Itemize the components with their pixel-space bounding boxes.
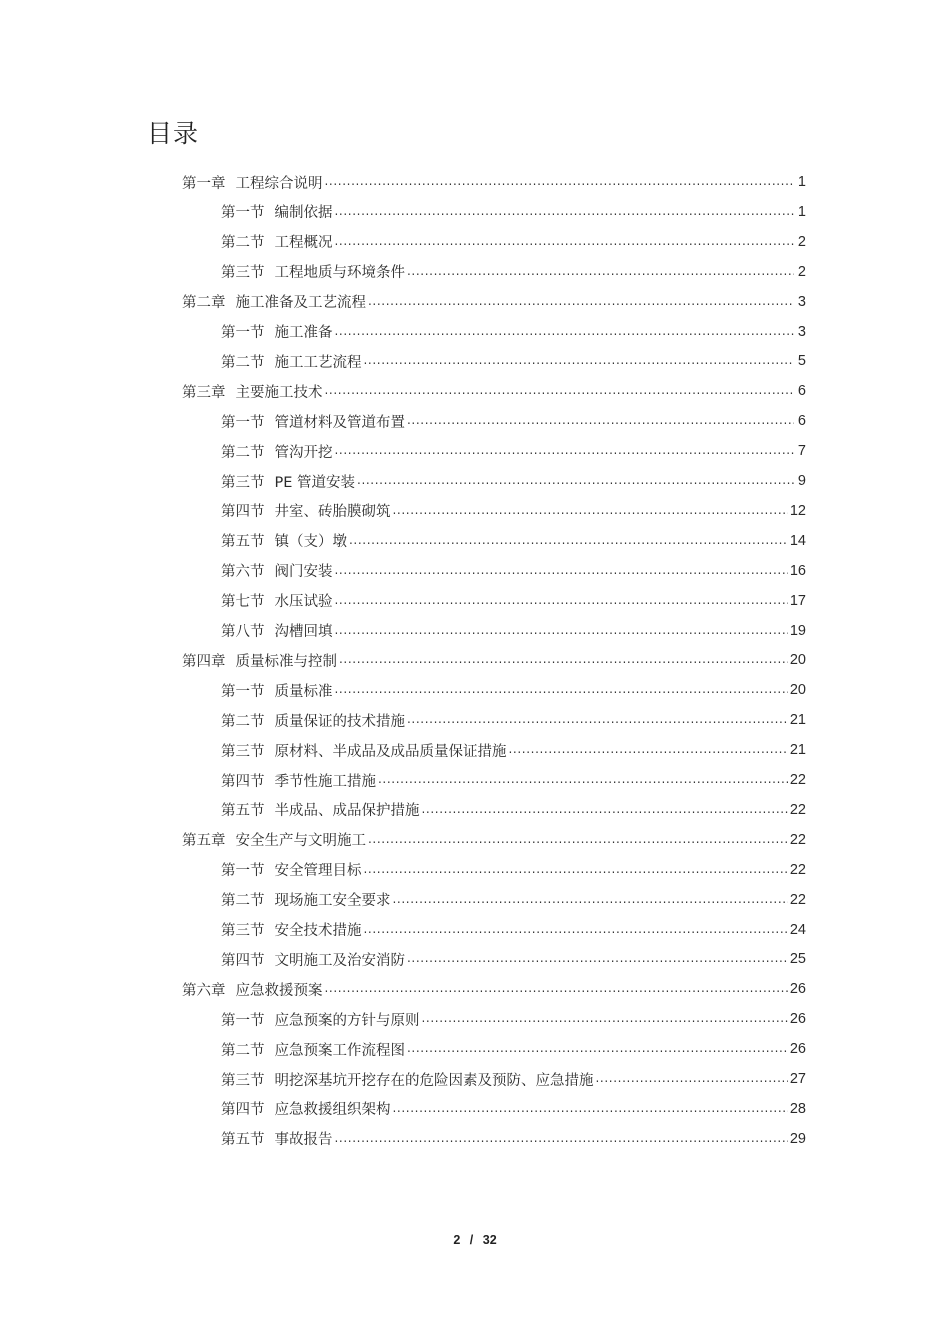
dot-leader xyxy=(407,406,794,436)
toc-entry-page: 21 xyxy=(789,712,806,729)
dot-leader xyxy=(407,705,788,735)
toc-entry-title: 应急救援预案 xyxy=(235,982,323,999)
toc-entry-page: 16 xyxy=(789,562,806,579)
page-title: 目录 xyxy=(147,119,200,148)
toc-entry-page: 29 xyxy=(789,1130,806,1147)
toc-section-entry[interactable] xyxy=(221,317,806,347)
toc-entry-number: 第五节 xyxy=(221,803,265,820)
dot-leader xyxy=(422,795,788,825)
toc-entry-title: 质量标准与控制 xyxy=(235,653,337,670)
dot-leader xyxy=(393,1094,788,1124)
toc-entry-page: 20 xyxy=(789,652,806,669)
toc-entry-title: 文明施工及治安消防 xyxy=(274,952,405,969)
toc-entry-number: 第三节 xyxy=(221,474,265,491)
toc-entry-number: 第二节 xyxy=(221,893,265,910)
toc-section-entry[interactable] xyxy=(221,1004,806,1034)
dot-leader xyxy=(364,855,788,885)
toc-section-entry[interactable] xyxy=(221,1124,806,1154)
dot-leader xyxy=(325,167,795,197)
toc-section-entry[interactable] xyxy=(221,197,806,227)
toc-entry-page: 14 xyxy=(789,532,806,549)
toc-entry-page: 3 xyxy=(797,293,806,310)
toc-entry-page: 7 xyxy=(797,443,806,460)
toc-section-entry[interactable] xyxy=(221,526,806,556)
toc-entry-title: 工程地质与环境条件 xyxy=(274,265,405,282)
toc-entry-title: 工程综合说明 xyxy=(235,175,323,192)
toc-entry-number: 第三节 xyxy=(221,265,265,282)
toc-entry-title: 质量标准 xyxy=(274,683,333,700)
toc-entry-title: 原材料、半成品及成品质量保证措施 xyxy=(274,743,507,760)
toc-entry-number: 第三节 xyxy=(221,923,265,939)
toc-section-entry[interactable] xyxy=(221,944,806,974)
toc-entry-page: 12 xyxy=(789,502,806,519)
toc-chapter-entry[interactable] xyxy=(182,974,806,1004)
toc-entry-title: 安全技术措施 xyxy=(274,923,362,939)
toc-entry-number: 第八节 xyxy=(221,624,265,640)
toc-entry-number: 第五章 xyxy=(182,833,226,850)
toc-entry-number: 第一节 xyxy=(221,325,265,341)
toc-entry-page: 1 xyxy=(797,203,806,220)
toc-entry-title: 明挖深基坑开挖存在的危险因素及预防、应急措施 xyxy=(274,1072,594,1089)
toc-section-entry[interactable] xyxy=(221,795,806,825)
toc-entry-page: 2 xyxy=(797,233,806,250)
toc-entry-page: 22 xyxy=(789,801,806,818)
toc-section-entry[interactable] xyxy=(221,556,806,586)
dot-leader xyxy=(325,974,788,1004)
toc-entry-title: 应急预案的方针与原则 xyxy=(274,1012,420,1029)
toc-entry-title: 半成品、成品保护措施 xyxy=(274,803,420,820)
toc-entry-title: 质量保证的技术措施 xyxy=(274,713,405,730)
toc-section-entry[interactable] xyxy=(221,1064,806,1094)
toc-entry-number: 第三节 xyxy=(221,1072,265,1089)
dot-leader xyxy=(335,436,795,466)
toc-section-entry[interactable] xyxy=(221,855,806,885)
dot-leader xyxy=(335,556,788,586)
toc-entry-number: 第四章 xyxy=(182,653,226,670)
toc-entry-title: 编制依据 xyxy=(274,205,333,222)
toc-entry-number: 第四节 xyxy=(221,504,265,521)
toc-entry-page: 2 xyxy=(797,263,806,280)
toc-entry-title: 季节性施工措施 xyxy=(274,773,376,790)
toc-section-entry[interactable] xyxy=(221,616,806,646)
toc-entry-title: 安全生产与文明施工 xyxy=(235,833,366,850)
toc-entry-number: 第三节 xyxy=(221,743,265,760)
toc-section-entry[interactable] xyxy=(221,765,806,795)
toc-entry-title: 井室、砖胎膜砌筑 xyxy=(274,504,391,521)
dot-leader xyxy=(335,616,788,646)
toc-entry-page: 24 xyxy=(789,921,806,938)
dot-leader xyxy=(378,765,788,795)
dot-leader xyxy=(364,346,795,376)
toc-entry-page: 19 xyxy=(789,622,806,639)
toc-entry-title: 应急救援组织架构 xyxy=(274,1102,391,1119)
dot-leader xyxy=(335,317,795,347)
toc-entry-page: 5 xyxy=(797,353,806,370)
toc-section-entry[interactable] xyxy=(221,735,806,765)
toc-entry-page: 22 xyxy=(789,772,806,788)
toc-entry-title: 施工准备及工艺流程 xyxy=(235,295,366,312)
toc-entry-title: 阀门安装 xyxy=(274,564,333,581)
toc-section-entry[interactable] xyxy=(221,406,806,436)
toc-entry-number: 第一节 xyxy=(221,205,265,222)
toc-entry-number: 第二节 xyxy=(221,713,265,730)
toc-entry-title: 水压试验 xyxy=(274,594,333,611)
toc-chapter-entry[interactable] xyxy=(182,645,806,675)
toc-entry-number: 第五节 xyxy=(221,1132,265,1149)
toc-entry-number: 第一节 xyxy=(221,683,265,700)
toc-section-entry[interactable] xyxy=(221,1094,806,1124)
toc-entry-title: 施工准备 xyxy=(274,325,333,341)
toc-entry-page: 22 xyxy=(789,831,806,848)
toc-entry-page: 6 xyxy=(797,413,806,430)
toc-entry-title: 工程概况 xyxy=(274,235,333,252)
toc-entry-number: 第二节 xyxy=(221,1042,265,1059)
toc-entry-number: 第五节 xyxy=(221,534,265,551)
toc-entry-number: 第一节 xyxy=(221,414,265,431)
toc-entry-title: 应急预案工作流程图 xyxy=(274,1042,405,1059)
toc-entry-title: 管道材料及管道布置 xyxy=(274,414,405,431)
toc-entry-page: 1 xyxy=(797,174,806,190)
dot-leader xyxy=(407,944,788,974)
dot-leader xyxy=(422,1004,788,1034)
dot-leader xyxy=(325,376,795,406)
toc-entry-page: 27 xyxy=(789,1071,806,1087)
toc-entry-title: 沟槽回填 xyxy=(274,624,333,640)
toc-section-entry[interactable] xyxy=(221,586,806,616)
toc-entry-page: 9 xyxy=(797,473,806,489)
toc-entry-page: 17 xyxy=(789,592,806,609)
toc-entry-number: 第三章 xyxy=(182,384,226,401)
toc-chapter-entry[interactable] xyxy=(182,376,806,406)
toc-chapter-entry[interactable] xyxy=(182,167,806,197)
toc-entry-page: 3 xyxy=(797,323,806,340)
toc-chapter-entry[interactable] xyxy=(182,825,806,855)
toc-section-entry[interactable] xyxy=(221,675,806,705)
toc-entry-title: 施工工艺流程 xyxy=(274,354,362,371)
dot-leader xyxy=(364,915,788,945)
toc-entry-page: 26 xyxy=(789,1041,806,1058)
dot-leader xyxy=(339,645,788,675)
dot-leader xyxy=(368,287,794,317)
dot-leader xyxy=(335,1124,788,1154)
toc-entry-page: 22 xyxy=(789,891,806,908)
toc-entry-page: 20 xyxy=(789,682,806,699)
toc-entry-title: 安全管理目标 xyxy=(274,863,362,880)
toc-chapter-entry[interactable] xyxy=(182,287,806,317)
toc-entry-number: 第二节 xyxy=(221,354,265,371)
toc-entry-page: 21 xyxy=(789,742,806,759)
toc-entry-number: 第一节 xyxy=(221,1012,265,1029)
toc-section-entry[interactable] xyxy=(221,885,806,915)
toc-entry-number: 第二章 xyxy=(182,295,226,312)
toc-section-entry[interactable] xyxy=(221,466,806,496)
current-page: 2 xyxy=(453,1233,461,1247)
toc-entry-number: 第二节 xyxy=(221,235,265,252)
dot-leader xyxy=(335,197,795,227)
page-number-footer xyxy=(0,1233,950,1247)
dot-leader xyxy=(596,1064,788,1094)
toc-section-entry[interactable] xyxy=(221,496,806,526)
dot-leader xyxy=(335,675,788,705)
dot-leader xyxy=(393,496,788,526)
toc-entry-title: 镇（支）墩 xyxy=(274,534,347,551)
dot-leader xyxy=(335,227,795,257)
toc-entry-number: 第四节 xyxy=(221,1102,265,1119)
toc-entry-title: 事故报告 xyxy=(274,1132,333,1149)
toc-section-entry[interactable] xyxy=(221,915,806,945)
dot-leader xyxy=(335,586,788,616)
toc-section-entry[interactable] xyxy=(221,346,806,376)
dot-leader xyxy=(407,1034,788,1064)
total-pages: 32 xyxy=(482,1233,497,1247)
toc-entry-number: 第二节 xyxy=(221,444,265,461)
dot-leader xyxy=(393,885,788,915)
toc-entry-number: 第一章 xyxy=(182,175,226,192)
toc-section-entry[interactable] xyxy=(221,436,806,466)
toc-entry-page: 22 xyxy=(789,861,806,878)
toc-section-entry[interactable] xyxy=(221,705,806,735)
toc-entry-title: 现场施工安全要求 xyxy=(274,893,391,910)
toc-entry-page: 28 xyxy=(789,1100,806,1117)
dot-leader xyxy=(509,735,788,765)
toc-entry-number: 第四节 xyxy=(221,952,265,969)
toc-entry-number: 第六章 xyxy=(182,982,226,999)
toc-entry-page: 25 xyxy=(789,951,806,968)
toc-entry-number: 第四节 xyxy=(221,773,265,790)
page-separator: / xyxy=(469,1233,474,1247)
toc-entry-page: 26 xyxy=(789,1011,806,1028)
dot-leader xyxy=(407,257,794,287)
toc-entry-number: 第一节 xyxy=(221,863,265,880)
toc-section-entry[interactable] xyxy=(221,1034,806,1064)
toc-entry-page: 6 xyxy=(797,383,806,400)
toc-entry-page: 26 xyxy=(789,981,806,998)
toc-entry-title: 管沟开挖 xyxy=(274,444,333,461)
dot-leader xyxy=(349,526,788,556)
toc-entry-number: 第七节 xyxy=(221,594,265,611)
dot-leader xyxy=(357,466,794,496)
toc-section-entry[interactable] xyxy=(221,257,806,287)
dot-leader xyxy=(368,825,788,855)
toc-entry-title: 主要施工技术 xyxy=(235,384,323,401)
toc-entry-title: PE 管道安装 xyxy=(274,474,356,491)
toc-entry-number: 第六节 xyxy=(221,564,265,581)
toc-section-entry[interactable] xyxy=(221,227,806,257)
